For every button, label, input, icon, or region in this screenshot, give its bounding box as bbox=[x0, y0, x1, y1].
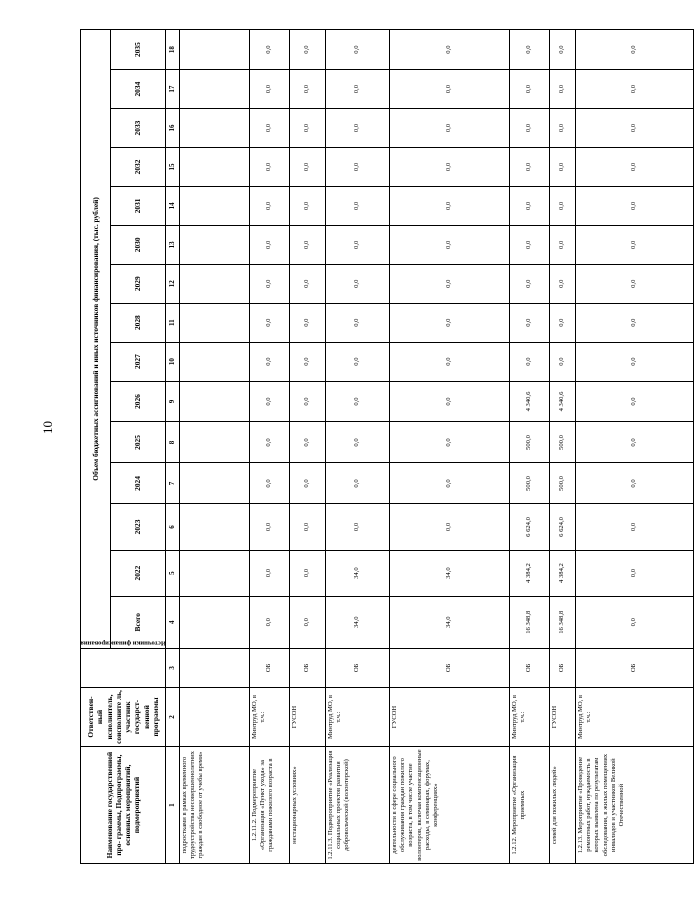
row-value-cell bbox=[180, 186, 250, 225]
table-row bbox=[550, 30, 576, 864]
row-value-cell: 0,0 bbox=[550, 148, 576, 187]
row-value-cell: 0,0 bbox=[550, 342, 576, 381]
row-value-cell bbox=[180, 148, 250, 187]
row-value-cell: 0,0 bbox=[326, 264, 390, 303]
row-value-cell: 34,0 bbox=[390, 596, 510, 648]
row-value-cell: 0,0 bbox=[326, 381, 390, 422]
row-value-cell: 0,0 bbox=[326, 70, 390, 109]
table-body bbox=[166, 30, 694, 864]
header-responsible-column: Ответствен- ный исполнитель, соисполните ль, участник государст- венной программы bbox=[81, 687, 166, 746]
row-resp-cell: Минтруд МО, в т.ч.: bbox=[250, 687, 290, 746]
row-name-cell: 1.2.12. Мероприятие «Организация приемных bbox=[510, 747, 550, 864]
row-value-cell: 0,0 bbox=[290, 550, 326, 596]
row-value-cell: 0,0 bbox=[250, 422, 290, 463]
row-value-cell: 0,0 bbox=[576, 70, 694, 109]
funding-table-container bbox=[80, 29, 636, 864]
column-index-2: 2 bbox=[166, 687, 180, 746]
row-value-cell: 0,0 bbox=[290, 148, 326, 187]
row-value-cell: 0,0 bbox=[250, 342, 290, 381]
row-value-cell: 500,0 bbox=[550, 422, 576, 463]
row-value-cell: 0,0 bbox=[576, 342, 694, 381]
row-value-cell: 0,0 bbox=[576, 148, 694, 187]
row-value-cell: 0,0 bbox=[290, 70, 326, 109]
row-value-cell: 0,0 bbox=[576, 264, 694, 303]
row-value-cell: 0,0 bbox=[390, 148, 510, 187]
row-value-cell: 0,0 bbox=[250, 381, 290, 422]
row-value-cell: 0,0 bbox=[290, 342, 326, 381]
row-value-cell: 0,0 bbox=[290, 109, 326, 148]
row-value-cell: 0,0 bbox=[576, 463, 694, 504]
row-value-cell: 0,0 bbox=[326, 504, 390, 550]
row-value-cell: 0,0 bbox=[290, 30, 326, 70]
page-number: 10 bbox=[40, 421, 55, 434]
row-value-cell: 0,0 bbox=[576, 550, 694, 596]
row-source-cell: ОБ bbox=[550, 648, 576, 687]
row-source-cell: ОБ bbox=[510, 648, 550, 687]
row-value-cell: 0,0 bbox=[290, 225, 326, 264]
header-year-2: 2023 bbox=[111, 504, 166, 550]
row-value-cell: 0,0 bbox=[550, 225, 576, 264]
row-source-cell bbox=[180, 648, 250, 687]
header-year-6: 2027 bbox=[111, 342, 166, 381]
row-value-cell: 500,0 bbox=[510, 463, 550, 504]
row-value-cell: 0,0 bbox=[290, 303, 326, 342]
row-value-cell: 34,0 bbox=[390, 550, 510, 596]
column-index-5: 5 bbox=[166, 550, 180, 596]
row-value-cell: 0,0 bbox=[510, 342, 550, 381]
row-value-cell: 0,0 bbox=[390, 463, 510, 504]
row-value-cell: 0,0 bbox=[250, 504, 290, 550]
row-name-cell: подростками в рамках временного трудоустройства несовершеннолетних граждан в свободное от учебы время» bbox=[180, 747, 250, 864]
row-value-cell: 0,0 bbox=[576, 30, 694, 70]
row-resp-cell: Минтруд МО, в т.ч.: bbox=[576, 687, 694, 746]
header-source-column bbox=[80, 639, 166, 687]
row-name-cell: 1.2.11.3. Подмероприятие «Реализация социальных проектов развития добровольческой (волонтерской) bbox=[326, 747, 390, 864]
row-value-cell: 0,0 bbox=[326, 303, 390, 342]
row-value-cell bbox=[180, 264, 250, 303]
row-value-cell: 0,0 bbox=[290, 186, 326, 225]
row-source-cell: ОБ bbox=[576, 648, 694, 687]
row-value-cell: 0,0 bbox=[550, 30, 576, 70]
row-value-cell bbox=[180, 225, 250, 264]
table-row bbox=[250, 30, 290, 864]
row-value-cell: 0,0 bbox=[550, 70, 576, 109]
column-index-11: 11 bbox=[166, 303, 180, 342]
column-index-13: 13 bbox=[166, 225, 180, 264]
header-year-5: 2026 bbox=[111, 381, 166, 422]
row-value-cell: 0,0 bbox=[510, 70, 550, 109]
row-source-cell: ОБ bbox=[326, 648, 390, 687]
row-value-cell: 0,0 bbox=[250, 109, 290, 148]
row-value-cell bbox=[180, 342, 250, 381]
row-name-cell: нестационарных условиях» bbox=[290, 747, 326, 864]
row-value-cell: 0,0 bbox=[390, 422, 510, 463]
row-value-cell: 0,0 bbox=[576, 225, 694, 264]
row-value-cell bbox=[180, 422, 250, 463]
column-index-18: 18 bbox=[166, 30, 180, 70]
column-index-12: 12 bbox=[166, 264, 180, 303]
row-value-cell: 0,0 bbox=[550, 264, 576, 303]
row-value-cell: 0,0 bbox=[390, 30, 510, 70]
row-value-cell: 0,0 bbox=[510, 109, 550, 148]
row-name-cell: деятельности в сфере социального обслуживания граждан пожилого возраста, в том числе участие волонтеров, включая компенсационные расходы, в семинарах, форумах, конференциях» bbox=[390, 747, 510, 864]
row-value-cell: 0,0 bbox=[576, 504, 694, 550]
row-value-cell: 0,0 bbox=[290, 264, 326, 303]
row-value-cell: 0,0 bbox=[576, 422, 694, 463]
row-value-cell: 0,0 bbox=[390, 109, 510, 148]
row-value-cell: 0,0 bbox=[550, 303, 576, 342]
header-year-10: 2031 bbox=[111, 186, 166, 225]
row-value-cell: 0,0 bbox=[390, 381, 510, 422]
header-year-4: 2025 bbox=[111, 422, 166, 463]
row-value-cell: 4 340,6 bbox=[550, 381, 576, 422]
row-value-cell: 0,0 bbox=[290, 422, 326, 463]
header-year-11: 2032 bbox=[111, 148, 166, 187]
column-index-3: 3 bbox=[166, 648, 180, 687]
row-value-cell: 0,0 bbox=[390, 225, 510, 264]
row-value-cell: 0,0 bbox=[576, 596, 694, 648]
header-year-1: 2022 bbox=[111, 550, 166, 596]
header-year-3: 2024 bbox=[111, 463, 166, 504]
row-value-cell: 0,0 bbox=[390, 342, 510, 381]
header-year-7: 2028 bbox=[111, 303, 166, 342]
row-value-cell: 0,0 bbox=[576, 303, 694, 342]
row-value-cell: 16 348,8 bbox=[510, 596, 550, 648]
row-value-cell: 0,0 bbox=[326, 186, 390, 225]
row-value-cell: 0,0 bbox=[510, 303, 550, 342]
row-value-cell: 0,0 bbox=[326, 109, 390, 148]
row-value-cell: 6 624,0 bbox=[550, 504, 576, 550]
row-value-cell: 0,0 bbox=[510, 186, 550, 225]
row-value-cell: 0,0 bbox=[326, 148, 390, 187]
row-value-cell: 0,0 bbox=[250, 264, 290, 303]
column-index-15: 15 bbox=[166, 148, 180, 187]
row-value-cell: 0,0 bbox=[290, 381, 326, 422]
row-value-cell: 500,0 bbox=[510, 422, 550, 463]
row-value-cell: 0,0 bbox=[250, 70, 290, 109]
row-resp-cell: ГУСОН bbox=[390, 687, 510, 746]
row-value-cell bbox=[180, 504, 250, 550]
row-value-cell bbox=[180, 109, 250, 148]
row-value-cell: 6 624,0 bbox=[510, 504, 550, 550]
row-value-cell bbox=[180, 303, 250, 342]
row-value-cell: 0,0 bbox=[510, 225, 550, 264]
column-index-row bbox=[166, 30, 180, 864]
row-value-cell: 0,0 bbox=[510, 264, 550, 303]
column-index-1: 1 bbox=[166, 747, 180, 864]
row-resp-cell: Минтруд МО, в т.ч.: bbox=[510, 687, 550, 746]
row-value-cell: 0,0 bbox=[326, 342, 390, 381]
column-index-6: 6 bbox=[166, 504, 180, 550]
table-row bbox=[576, 30, 694, 864]
table-row bbox=[326, 30, 390, 864]
row-value-cell: 4 384,2 bbox=[550, 550, 576, 596]
header-year-0: Всего bbox=[111, 596, 166, 648]
row-source-cell: ОБ bbox=[390, 648, 510, 687]
row-value-cell: 0,0 bbox=[550, 186, 576, 225]
row-name-cell: 1.2.11.2. Подмероприятие «Организация «Пункт ухода» за гражданами пожилого возраста в bbox=[250, 747, 290, 864]
header-name-column: Наименование государственной про- граммы, Подпрограммы, основных мероприятий, подмероприятий bbox=[81, 747, 166, 864]
row-value-cell bbox=[180, 70, 250, 109]
table-row bbox=[510, 30, 550, 864]
row-value-cell: 0,0 bbox=[576, 109, 694, 148]
row-resp-cell bbox=[180, 687, 250, 746]
row-name-cell: семей для пожилых людей» bbox=[550, 747, 576, 864]
row-resp-cell: ГУСОН bbox=[290, 687, 326, 746]
row-value-cell: 0,0 bbox=[290, 463, 326, 504]
row-value-cell: 0,0 bbox=[250, 463, 290, 504]
table-row bbox=[180, 30, 250, 864]
row-value-cell: 0,0 bbox=[250, 186, 290, 225]
header-funding-group: Объем бюджетных ассигнований и иных источников финансирования, (тыс. рублей) bbox=[81, 30, 111, 649]
row-value-cell: 16 348,8 bbox=[550, 596, 576, 648]
row-value-cell: 0,0 bbox=[290, 504, 326, 550]
row-source-cell: ОБ bbox=[290, 648, 326, 687]
row-value-cell: 0,0 bbox=[326, 30, 390, 70]
column-index-9: 9 bbox=[166, 381, 180, 422]
row-value-cell: 0,0 bbox=[550, 109, 576, 148]
table-row bbox=[390, 30, 510, 864]
column-index-10: 10 bbox=[166, 342, 180, 381]
table-row bbox=[290, 30, 326, 864]
column-index-16: 16 bbox=[166, 109, 180, 148]
row-value-cell: 0,0 bbox=[290, 596, 326, 648]
row-value-cell: 0,0 bbox=[326, 422, 390, 463]
row-name-cell: 1.2.13. Мероприятие «Проведение ремонтных работ, нуждаемость в которых выявлена по результатам обследования, в жилых помещениях инвалидов и участников Великой Отечественной bbox=[576, 747, 694, 864]
row-value-cell: 0,0 bbox=[250, 30, 290, 70]
row-value-cell: 0,0 bbox=[576, 186, 694, 225]
column-index-8: 8 bbox=[166, 422, 180, 463]
row-value-cell bbox=[180, 463, 250, 504]
row-value-cell: 0,0 bbox=[250, 225, 290, 264]
header-source-label: Источники финансирования bbox=[80, 639, 166, 647]
column-index-14: 14 bbox=[166, 186, 180, 225]
header-year-14: 2035 bbox=[111, 30, 166, 70]
header-year-12: 2033 bbox=[111, 109, 166, 148]
column-index-4: 4 bbox=[166, 596, 180, 648]
row-value-cell bbox=[180, 381, 250, 422]
row-value-cell: 0,0 bbox=[510, 30, 550, 70]
row-resp-cell: Минтруд МО, в т.ч.: bbox=[326, 687, 390, 746]
row-value-cell: 0,0 bbox=[326, 463, 390, 504]
header-year-13: 2034 bbox=[111, 70, 166, 109]
row-value-cell bbox=[180, 596, 250, 648]
row-value-cell: 0,0 bbox=[326, 225, 390, 264]
header-year-8: 2029 bbox=[111, 264, 166, 303]
row-value-cell: 0,0 bbox=[250, 550, 290, 596]
row-value-cell: 0,0 bbox=[250, 596, 290, 648]
row-value-cell: 34,0 bbox=[326, 596, 390, 648]
row-value-cell: 0,0 bbox=[510, 148, 550, 187]
column-index-7: 7 bbox=[166, 463, 180, 504]
row-value-cell: 4 384,2 bbox=[510, 550, 550, 596]
row-value-cell: 0,0 bbox=[390, 303, 510, 342]
row-resp-cell: ГУСОН bbox=[550, 687, 576, 746]
row-value-cell: 0,0 bbox=[250, 303, 290, 342]
row-value-cell: 0,0 bbox=[390, 264, 510, 303]
row-source-cell: ОБ bbox=[250, 648, 290, 687]
row-value-cell: 0,0 bbox=[390, 70, 510, 109]
column-index-17: 17 bbox=[166, 70, 180, 109]
row-value-cell: 0,0 bbox=[250, 148, 290, 187]
row-value-cell: 0,0 bbox=[576, 381, 694, 422]
row-value-cell: 500,0 bbox=[550, 463, 576, 504]
row-value-cell: 0,0 bbox=[390, 504, 510, 550]
row-value-cell: 0,0 bbox=[390, 186, 510, 225]
header-year-9: 2030 bbox=[111, 225, 166, 264]
funding-table bbox=[80, 29, 694, 864]
row-value-cell bbox=[180, 30, 250, 70]
row-value-cell: 4 340,6 bbox=[510, 381, 550, 422]
row-value-cell bbox=[180, 550, 250, 596]
row-value-cell: 34,0 bbox=[326, 550, 390, 596]
